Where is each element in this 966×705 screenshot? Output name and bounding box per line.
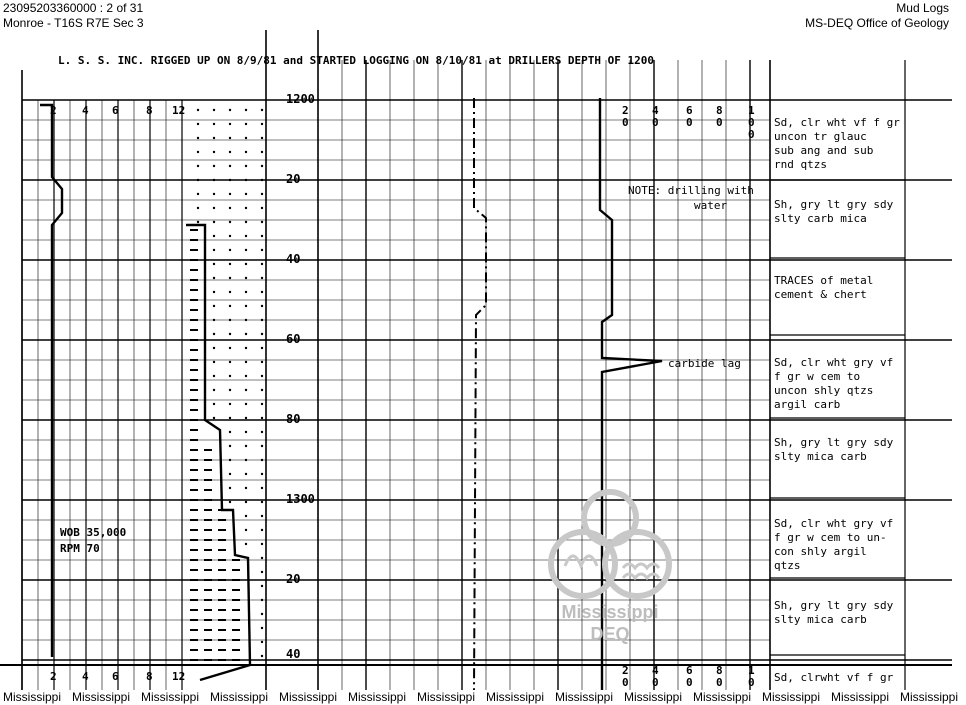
sand-dot — [197, 207, 199, 209]
sand-dot — [261, 291, 263, 293]
sand-dot — [245, 333, 247, 335]
rate-scale-tick: 12 — [172, 670, 186, 683]
sand-dot — [229, 277, 231, 279]
sand-dot — [261, 263, 263, 265]
lithology-description: slty mica carb — [774, 613, 867, 626]
sand-dot — [213, 347, 215, 349]
sand-dot — [197, 179, 199, 181]
gas-scale-zero: 0 — [748, 128, 755, 141]
sand-dot — [197, 165, 199, 167]
sand-dot — [245, 221, 247, 223]
sand-dot — [261, 137, 263, 139]
lithology-description: slty carb mica — [774, 212, 867, 225]
sand-dot — [213, 235, 215, 237]
sand-dot — [213, 249, 215, 251]
drilling-note: NOTE: drilling with — [628, 184, 754, 197]
footer-watermark-text: Mississippi — [624, 690, 683, 704]
footer-watermark-text: Mississippi — [762, 690, 821, 704]
lithology-description: Sd, clr wht gry vf — [774, 356, 894, 369]
lithology-description: argil carb — [774, 398, 841, 411]
sand-dot — [229, 165, 231, 167]
sand-dot — [229, 151, 231, 153]
sand-dot — [213, 151, 215, 153]
footer-watermark-text: Mississippi — [348, 690, 407, 704]
watermark-line-1: Mississippi — [561, 602, 659, 622]
sand-dot — [261, 109, 263, 111]
sand-dot — [197, 123, 199, 125]
sand-dot — [229, 487, 231, 489]
sand-dot — [261, 613, 263, 615]
sand-dot — [245, 543, 247, 545]
sand-dot — [261, 641, 263, 643]
lithology-description: Sd, clr wht vf f gr — [774, 116, 900, 129]
sand-dot — [261, 599, 263, 601]
lithology-description: slty mica carb — [774, 450, 867, 463]
depth-label: 1300 — [286, 492, 315, 506]
footer-watermark-text: Mississippi — [693, 690, 752, 704]
rate-scale-tick: 6 — [112, 104, 119, 117]
sand-dot — [245, 179, 247, 181]
sand-dot — [261, 473, 263, 475]
sand-dot — [229, 235, 231, 237]
sand-dot — [245, 529, 247, 531]
footer-watermark-text: Mississippi — [555, 690, 614, 704]
gas-scale-zero: 0 — [748, 116, 755, 129]
gas-scale-tick: 6 — [686, 664, 693, 677]
sand-dot — [245, 417, 247, 419]
sand-dot — [261, 165, 263, 167]
sand-dot — [261, 361, 263, 363]
sand-dot — [213, 277, 215, 279]
sand-dot — [245, 347, 247, 349]
sand-dot — [213, 319, 215, 321]
log-title: L. S. S. INC. RIGGED UP ON 8/9/81 and STARTED LOGGING ON 8/10/81 at DRILLERS DEPTH OF 1200 — [58, 54, 655, 67]
sand-dot — [261, 221, 263, 223]
sand-dot — [229, 375, 231, 377]
gas-scale-tick: 2 — [622, 104, 629, 117]
footer-watermark-text: Mississippi — [141, 690, 200, 704]
footer-watermark-text: Mississippi — [486, 690, 545, 704]
sand-dot — [261, 207, 263, 209]
lithology-description: uncon tr glauc — [774, 130, 867, 143]
sand-dot — [261, 403, 263, 405]
rate-scale-tick: 2 — [50, 104, 57, 117]
sand-dot — [245, 473, 247, 475]
sand-dot — [229, 417, 231, 419]
lithology-description: Sd, clrwht vf f gr — [774, 671, 894, 684]
sand-dot — [229, 263, 231, 265]
sand-dot — [245, 193, 247, 195]
sand-dot — [229, 333, 231, 335]
sand-dot — [213, 389, 215, 391]
lithology-description: TRACES of metal — [774, 274, 874, 287]
sand-dot — [213, 263, 215, 265]
sand-dot — [229, 249, 231, 251]
sand-dot — [261, 179, 263, 181]
document-id: 23095203360000 : 2 of 31 — [3, 1, 144, 15]
sand-dot — [197, 109, 199, 111]
sand-dot — [261, 375, 263, 377]
sand-dot — [245, 137, 247, 139]
sand-dot — [229, 137, 231, 139]
sand-dot — [261, 501, 263, 503]
gas-scale-tick: 8 — [716, 664, 723, 677]
sand-dot — [229, 361, 231, 363]
lithology-description: sub ang and sub — [774, 144, 874, 157]
sand-dot — [245, 151, 247, 153]
lithology-column — [186, 109, 263, 680]
lithology-description: Sd, clr wht gry vf — [774, 517, 894, 530]
sand-dot — [229, 193, 231, 195]
sand-dot — [261, 459, 263, 461]
sand-dot — [245, 389, 247, 391]
lithology-description: qtzs — [774, 559, 801, 572]
sand-dot — [261, 655, 263, 657]
sand-dot — [245, 403, 247, 405]
rpm-label: RPM 70 — [60, 542, 100, 555]
rate-scale-tick: 6 — [112, 670, 119, 683]
sand-dot — [229, 473, 231, 475]
mud-log-scan — [0, 30, 952, 690]
sand-dot — [213, 305, 215, 307]
footer-watermark-text: Mississippi — [72, 690, 131, 704]
gas-scale-zero: 0 — [716, 116, 723, 129]
depth-label: 40 — [286, 647, 301, 661]
sand-dot — [229, 109, 231, 111]
sand-dot — [229, 403, 231, 405]
sand-dot — [213, 417, 215, 419]
gas-scale-zero: 0 — [622, 676, 629, 689]
sand-dot — [213, 375, 215, 377]
sand-dot — [213, 123, 215, 125]
sand-dot — [261, 487, 263, 489]
sand-dot — [213, 291, 215, 293]
sand-dot — [229, 431, 231, 433]
sand-dot — [261, 347, 263, 349]
lithology-description: uncon shly qtzs — [774, 384, 874, 397]
sand-dot — [213, 165, 215, 167]
sand-dot — [213, 333, 215, 335]
rate-scale-tick: 8 — [146, 670, 153, 683]
drill-rate-curve — [40, 105, 62, 657]
watermark-line-2: DEQ — [590, 624, 630, 644]
drilling-note: water — [694, 199, 728, 212]
sand-dot — [245, 249, 247, 251]
sand-dot — [213, 109, 215, 111]
rate-scale-tick: 8 — [146, 104, 153, 117]
gas-scale-tick: 8 — [716, 104, 723, 117]
well-location: Monroe - T16S R7E Sec 3 — [3, 16, 144, 30]
sand-dot — [213, 221, 215, 223]
lithology-description: f gr w cem to — [774, 370, 861, 383]
sand-dot — [245, 207, 247, 209]
sand-dot — [261, 571, 263, 573]
sand-dot — [245, 305, 247, 307]
sand-dot — [213, 361, 215, 363]
sand-dot — [229, 305, 231, 307]
sand-dot — [245, 277, 247, 279]
gas-scale-zero: 0 — [622, 116, 629, 129]
sand-dot — [229, 179, 231, 181]
sand-dot — [261, 305, 263, 307]
sand-dot — [213, 403, 215, 405]
sand-dot — [197, 137, 199, 139]
sand-dot — [261, 627, 263, 629]
sand-dot — [245, 263, 247, 265]
gas-scale-tick: 6 — [686, 104, 693, 117]
footer-watermark-strip — [0, 690, 959, 705]
sand-dot — [197, 151, 199, 153]
sand-dot — [229, 123, 231, 125]
sand-dot — [261, 543, 263, 545]
sand-dot — [245, 291, 247, 293]
sand-dot — [229, 389, 231, 391]
sand-dot — [213, 207, 215, 209]
footer-watermark-text: Mississippi — [210, 690, 269, 704]
sand-dot — [261, 557, 263, 559]
sand-dot — [261, 123, 263, 125]
sand-dot — [261, 235, 263, 237]
sand-dot — [261, 277, 263, 279]
sand-dot — [245, 501, 247, 503]
footer-watermark-text: Mississippi — [417, 690, 476, 704]
sand-dot — [245, 319, 247, 321]
rate-scale-tick: 4 — [82, 670, 89, 683]
sand-dot — [197, 221, 199, 223]
sand-dot — [245, 487, 247, 489]
chromatograph-curve — [474, 98, 486, 690]
lithology-description: con shly argil — [774, 545, 867, 558]
sand-dot — [261, 445, 263, 447]
sand-dot — [229, 347, 231, 349]
carbide-lag-label: carbide lag — [668, 357, 741, 370]
gas-scale-tick: 4 — [652, 104, 659, 117]
lithology-description: f gr w cem to un- — [774, 531, 887, 544]
gas-scale-tick: 1 — [748, 104, 755, 117]
footer-watermark-text: Mississippi — [3, 690, 62, 704]
sand-dot — [213, 179, 215, 181]
footer-watermark-text: Mississippi — [900, 690, 959, 704]
gas-scale-zero: 0 — [652, 116, 659, 129]
footer-watermark-text: Mississippi — [279, 690, 338, 704]
rate-scale-tick: 4 — [82, 104, 89, 117]
depth-label: 80 — [286, 412, 301, 426]
sand-dot — [229, 445, 231, 447]
footer-watermark-text: Mississippi — [831, 690, 890, 704]
lithology-description: Sh, gry lt gry sdy — [774, 599, 894, 612]
sand-dot — [229, 319, 231, 321]
sand-dot — [229, 291, 231, 293]
sand-dot — [213, 193, 215, 195]
log-curves — [40, 98, 662, 690]
sand-dot — [261, 249, 263, 251]
document-category: Mud Logs — [896, 1, 949, 15]
sand-dot — [245, 459, 247, 461]
sand-dot — [245, 123, 247, 125]
sand-dot — [245, 109, 247, 111]
lithology-description: rnd qtzs — [774, 158, 827, 171]
sand-dot — [245, 165, 247, 167]
sand-dot — [245, 445, 247, 447]
sand-dot — [245, 515, 247, 517]
depth-label: 40 — [286, 252, 301, 266]
sand-dot — [261, 151, 263, 153]
agency-name: MS-DEQ Office of Geology — [805, 16, 949, 30]
sand-dot — [229, 221, 231, 223]
sand-dot — [261, 529, 263, 531]
depth-label: 60 — [286, 332, 301, 346]
sand-dot — [261, 389, 263, 391]
gas-scale-tick: 4 — [652, 664, 659, 677]
lithology-description: Sh, gry lt gry sdy — [774, 436, 894, 449]
sand-dot — [261, 333, 263, 335]
sand-dot — [261, 585, 263, 587]
sand-dot — [245, 375, 247, 377]
lithology-description: cement & chert — [774, 288, 867, 301]
wob-label: WOB 35,000 — [60, 526, 127, 539]
sand-dot — [245, 235, 247, 237]
rate-scale-tick: 2 — [50, 670, 57, 683]
sand-dot — [229, 459, 231, 461]
sand-dot — [261, 417, 263, 419]
sand-dot — [213, 137, 215, 139]
sand-dot — [229, 207, 231, 209]
sand-dot — [261, 193, 263, 195]
lithology-description: Sh, gry lt gry sdy — [774, 198, 894, 211]
gas-scale-zero: 0 — [716, 676, 723, 689]
gas-scale-zero: 0 — [686, 116, 693, 129]
gas-scale-tick: 1 — [748, 664, 755, 677]
gas-scale-zero: 0 — [686, 676, 693, 689]
rate-scale-tick: 12 — [172, 104, 186, 117]
gas-scale-tick: 2 — [622, 664, 629, 677]
depth-label: 1200 — [286, 92, 315, 106]
depth-label: 20 — [286, 172, 301, 186]
sand-dot — [229, 501, 231, 503]
sand-dot — [261, 319, 263, 321]
gas-scale-zero: 0 — [652, 676, 659, 689]
sand-dot — [245, 431, 247, 433]
gas-scale-zero: 0 — [748, 676, 755, 689]
sand-dot — [261, 431, 263, 433]
sand-dot — [261, 515, 263, 517]
lithology-boundary — [186, 225, 250, 680]
sand-dot — [245, 361, 247, 363]
sand-dot — [197, 193, 199, 195]
depth-label: 20 — [286, 572, 301, 586]
